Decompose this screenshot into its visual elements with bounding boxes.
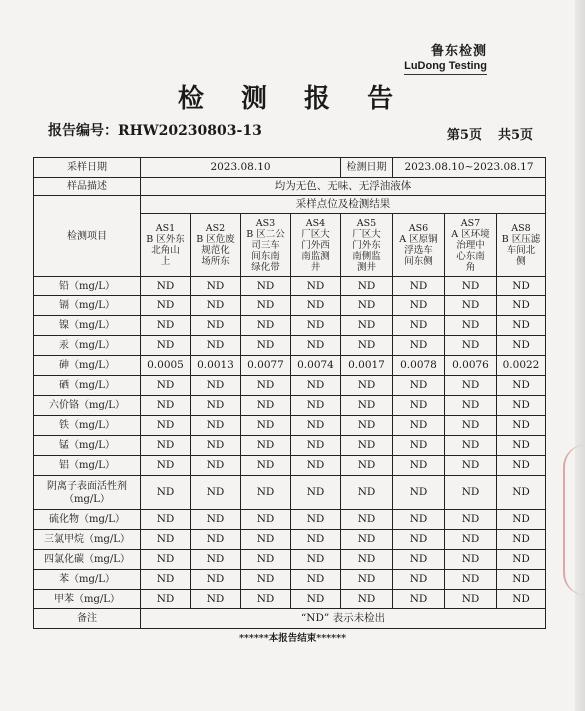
station-header-line: 南监测 — [301, 250, 330, 262]
report-number: 报告编号：RHW20230803-13 — [48, 123, 262, 139]
result-cell: ND — [445, 316, 497, 336]
result-cell: ND — [445, 510, 497, 530]
sample-date-value: 2023.08.10 — [141, 158, 341, 178]
result-cell: ND — [341, 416, 393, 436]
station-header-line: 绿化带 — [251, 261, 280, 273]
result-cell: ND — [393, 416, 445, 436]
station-header-line: 南侧监 — [352, 250, 381, 262]
result-cell: ND — [445, 396, 497, 416]
result-cell: ND — [341, 456, 393, 476]
table-row — [34, 336, 546, 356]
company-seal-stamp — [563, 445, 585, 595]
item-name: 锰（mg/L） — [34, 436, 141, 456]
result-cell: ND — [141, 570, 191, 590]
remark-row — [34, 609, 546, 629]
result-cell: ND — [291, 530, 341, 550]
result-cell: ND — [291, 510, 341, 530]
page-total: 共5页 — [497, 128, 533, 143]
result-cell: ND — [445, 476, 497, 510]
station-header-line: 侧 — [516, 256, 526, 267]
result-cell: ND — [341, 570, 393, 590]
result-cell: ND — [393, 550, 445, 570]
result-cell: ND — [341, 296, 393, 316]
station-header-line: 厂区大 — [352, 228, 381, 240]
station-header-line: 车间北 — [506, 245, 536, 256]
station-header-line: 北角山 — [151, 245, 180, 256]
result-cell: ND — [445, 376, 497, 396]
item-name: 铅（mg/L） — [34, 277, 141, 296]
results-table — [33, 157, 546, 629]
item-name: 汞（mg/L） — [34, 336, 141, 356]
result-cell: ND — [393, 376, 445, 396]
table-row — [34, 436, 546, 456]
table-row — [34, 530, 546, 550]
test-date-label: 检测日期 — [341, 158, 393, 178]
result-cell: ND — [341, 396, 393, 416]
result-cell: ND — [497, 436, 546, 456]
result-cell: ND — [341, 510, 393, 530]
result-cell: ND — [497, 316, 546, 336]
result-cell: ND — [393, 510, 445, 530]
company-name-en: LuDong Testing — [404, 60, 487, 75]
points-header: 采样点位及检测结果 — [141, 196, 546, 214]
station-header-2 — [191, 214, 241, 277]
table-row — [34, 550, 546, 570]
station-header-line: AS1 — [155, 223, 176, 234]
item-name: 镍（mg/L） — [34, 316, 141, 336]
result-cell: ND — [497, 570, 546, 590]
result-cell: ND — [445, 590, 497, 609]
result-cell: ND — [393, 436, 445, 456]
station-header-line: 测井 — [356, 261, 376, 273]
result-cell: ND — [241, 510, 291, 530]
points-header-row — [34, 196, 546, 214]
table-row — [34, 296, 546, 316]
result-cell: ND — [291, 336, 341, 356]
result-cell: ND — [141, 416, 191, 436]
result-cell: ND — [241, 436, 291, 456]
result-cell: ND — [291, 570, 341, 590]
item-name: 甲苯（mg/L） — [34, 590, 141, 609]
report-end: ******本报告结束****** — [238, 633, 347, 644]
result-cell: 0.0005 — [141, 356, 191, 376]
result-cell: ND — [445, 296, 497, 316]
item-name: 四氯化碳（mg/L） — [34, 550, 141, 570]
result-cell: ND — [291, 376, 341, 396]
station-header-line: A 区原铜 — [399, 234, 438, 245]
result-cell: ND — [191, 396, 241, 416]
company-name-cn: 鲁东检测 — [430, 44, 487, 59]
result-cell: ND — [241, 590, 291, 609]
result-cell: ND — [341, 590, 393, 609]
result-cell: ND — [141, 456, 191, 476]
result-cell: ND — [445, 336, 497, 356]
station-header-line: 厂区大 — [301, 228, 330, 240]
result-cell: ND — [341, 277, 393, 296]
station-header-line: 井 — [310, 261, 321, 273]
station-header-line: AS8 — [511, 223, 531, 234]
result-cell: ND — [445, 277, 497, 296]
result-cell: ND — [291, 416, 341, 436]
item-header: 检测项目 — [34, 196, 141, 277]
result-cell: ND — [291, 590, 341, 609]
table-row — [34, 590, 546, 609]
result-cell: ND — [241, 376, 291, 396]
result-cell: ND — [497, 277, 546, 296]
result-cell: ND — [191, 436, 241, 456]
company-logo — [404, 40, 487, 75]
result-cell: ND — [445, 456, 497, 476]
result-cell: ND — [141, 530, 191, 550]
station-header-line: AS5 — [356, 217, 377, 229]
result-cell: ND — [393, 277, 445, 296]
station-header-6 — [393, 214, 445, 277]
result-cell: ND — [497, 336, 546, 356]
result-cell: ND — [291, 550, 341, 570]
result-cell: ND — [497, 530, 546, 550]
table-row — [34, 376, 546, 396]
result-cell: ND — [497, 296, 546, 316]
station-header-line: 司三车 — [251, 239, 280, 251]
result-cell: ND — [191, 530, 241, 550]
station-header-line: AS6 — [408, 223, 429, 234]
result-cell: ND — [393, 590, 445, 609]
result-cell: ND — [497, 510, 546, 530]
result-cell: ND — [291, 296, 341, 316]
station-header-line: 规范化 — [201, 245, 230, 256]
station-header-1 — [141, 214, 191, 277]
result-cell: 0.0074 — [291, 356, 341, 376]
result-cell: ND — [497, 590, 546, 609]
station-header-line: B 区外东 — [146, 234, 185, 245]
table-row — [34, 510, 546, 530]
result-cell: ND — [141, 396, 191, 416]
result-cell: ND — [445, 436, 497, 456]
result-cell: ND — [241, 336, 291, 356]
station-header-line: 场所东 — [201, 256, 230, 267]
item-name: 硫化物（mg/L） — [34, 510, 141, 530]
result-cell: ND — [341, 336, 393, 356]
description-value: 均为无色、无味、无浮油液体 — [141, 178, 546, 196]
item-name: 铝（mg/L） — [34, 456, 141, 476]
station-header-line: 治理中 — [456, 239, 485, 251]
result-cell: ND — [341, 316, 393, 336]
item-name: 硒（mg/L） — [34, 376, 141, 396]
description-label: 样品描述 — [34, 178, 141, 196]
station-header-line: AS4 — [305, 217, 326, 229]
item-name: 砷（mg/L） — [34, 356, 141, 376]
result-cell: ND — [291, 316, 341, 336]
table-row — [34, 416, 546, 436]
result-cell: ND — [497, 456, 546, 476]
result-cell: 0.0077 — [241, 356, 291, 376]
result-cell: ND — [141, 376, 191, 396]
station-header-line: AS3 — [255, 217, 276, 229]
result-cell: ND — [191, 456, 241, 476]
result-cell: ND — [291, 436, 341, 456]
result-cell: ND — [191, 416, 241, 436]
result-cell: ND — [393, 296, 445, 316]
result-cell: 0.0022 — [497, 356, 546, 376]
result-cell: ND — [241, 396, 291, 416]
result-cell: ND — [141, 296, 191, 316]
result-cell: 0.0013 — [191, 356, 241, 376]
table-row — [34, 277, 546, 296]
result-cell: ND — [393, 336, 445, 356]
result-cell: ND — [497, 376, 546, 396]
result-cell: ND — [141, 316, 191, 336]
station-header-line: B 区二公 — [246, 228, 285, 240]
result-cell: ND — [291, 277, 341, 296]
item-name: 苯（mg/L） — [34, 570, 141, 590]
description-row — [34, 178, 546, 196]
remark-label: 备注 — [34, 609, 141, 629]
station-header-line: A 区环境 — [451, 228, 490, 240]
result-cell: ND — [341, 476, 393, 510]
result-cell: ND — [241, 296, 291, 316]
station-header-4 — [291, 214, 341, 277]
test-date-value: 2023.08.10~2023.08.17 — [393, 158, 546, 178]
result-cell: ND — [241, 550, 291, 570]
result-cell: ND — [497, 476, 546, 510]
result-cell: ND — [497, 550, 546, 570]
result-cell: 0.0078 — [393, 356, 445, 376]
result-cell: 0.0076 — [445, 356, 497, 376]
result-cell: ND — [341, 550, 393, 570]
table-row — [34, 316, 546, 336]
sample-date-row — [34, 158, 546, 178]
result-cell: ND — [191, 277, 241, 296]
station-header-line: 上 — [160, 256, 171, 267]
station-header-line: 角 — [465, 261, 476, 273]
result-cell: ND — [141, 510, 191, 530]
result-cell: ND — [241, 316, 291, 336]
result-cell: ND — [191, 336, 241, 356]
result-cell: ND — [393, 396, 445, 416]
item-name: 三氯甲烷（mg/L） — [34, 530, 141, 550]
result-cell: ND — [141, 277, 191, 296]
result-cell: ND — [445, 416, 497, 436]
table-row — [34, 570, 546, 590]
result-cell: ND — [141, 436, 191, 456]
station-header-line: 间东南 — [251, 250, 280, 262]
station-header-7 — [445, 214, 497, 277]
result-cell: ND — [241, 416, 291, 436]
result-cell: ND — [191, 376, 241, 396]
result-cell: ND — [497, 416, 546, 436]
result-cell: ND — [445, 570, 497, 590]
station-header-line: 浮选车 — [404, 245, 433, 256]
station-header-line: 间东侧 — [404, 256, 433, 267]
result-cell: ND — [241, 277, 291, 296]
remark-text: “ND” 表示未检出 — [141, 609, 546, 629]
result-cell: ND — [191, 476, 241, 510]
station-header-8 — [497, 214, 546, 277]
result-cell: ND — [241, 570, 291, 590]
result-cell: ND — [141, 550, 191, 570]
table-row — [34, 356, 546, 376]
item-name: 镉（mg/L） — [34, 296, 141, 316]
result-cell: ND — [497, 396, 546, 416]
table-row — [34, 476, 546, 510]
result-cell: ND — [241, 476, 291, 510]
item-name: 阴离子表面活性剂（mg/L） — [34, 476, 141, 510]
station-header-line: 门外东 — [352, 239, 381, 251]
result-cell: ND — [445, 550, 497, 570]
station-header-line: B 区危废 — [196, 234, 235, 245]
result-cell: ND — [241, 530, 291, 550]
result-cell: ND — [191, 590, 241, 609]
result-cell: ND — [191, 550, 241, 570]
item-name: 铁（mg/L） — [34, 416, 141, 436]
result-cell: ND — [191, 510, 241, 530]
station-header-line: B 区压滤 — [501, 234, 541, 245]
station-header-line: AS7 — [460, 217, 481, 229]
result-cell: ND — [341, 436, 393, 456]
result-cell: ND — [341, 376, 393, 396]
result-cell: ND — [393, 530, 445, 550]
result-cell: ND — [393, 476, 445, 510]
report-title: 检 测 报 告 — [177, 84, 408, 114]
station-header-line: 心东南 — [456, 250, 485, 262]
station-header-line: AS2 — [205, 223, 226, 234]
result-cell: ND — [291, 456, 341, 476]
result-cell: ND — [393, 570, 445, 590]
item-name: 六价铬（mg/L） — [34, 396, 141, 416]
table-row — [34, 456, 546, 476]
result-cell: ND — [341, 530, 393, 550]
page-current: 第5页 — [446, 128, 482, 143]
station-header-5 — [341, 214, 393, 277]
result-cell: ND — [291, 476, 341, 510]
result-cell: ND — [191, 296, 241, 316]
sample-date-label: 采样日期 — [34, 158, 141, 178]
result-cell: ND — [393, 456, 445, 476]
result-cell: ND — [291, 396, 341, 416]
result-cell: ND — [191, 570, 241, 590]
result-cell: ND — [141, 590, 191, 609]
result-cell: ND — [141, 336, 191, 356]
station-header-line: 门外西 — [301, 239, 330, 251]
station-header-3 — [241, 214, 291, 277]
result-cell: ND — [241, 456, 291, 476]
result-cell: ND — [191, 316, 241, 336]
result-cell: ND — [141, 476, 191, 510]
page-number — [431, 124, 533, 143]
table-row — [34, 396, 546, 416]
result-cell: ND — [445, 530, 497, 550]
result-cell: 0.0017 — [341, 356, 393, 376]
result-cell: ND — [393, 316, 445, 336]
